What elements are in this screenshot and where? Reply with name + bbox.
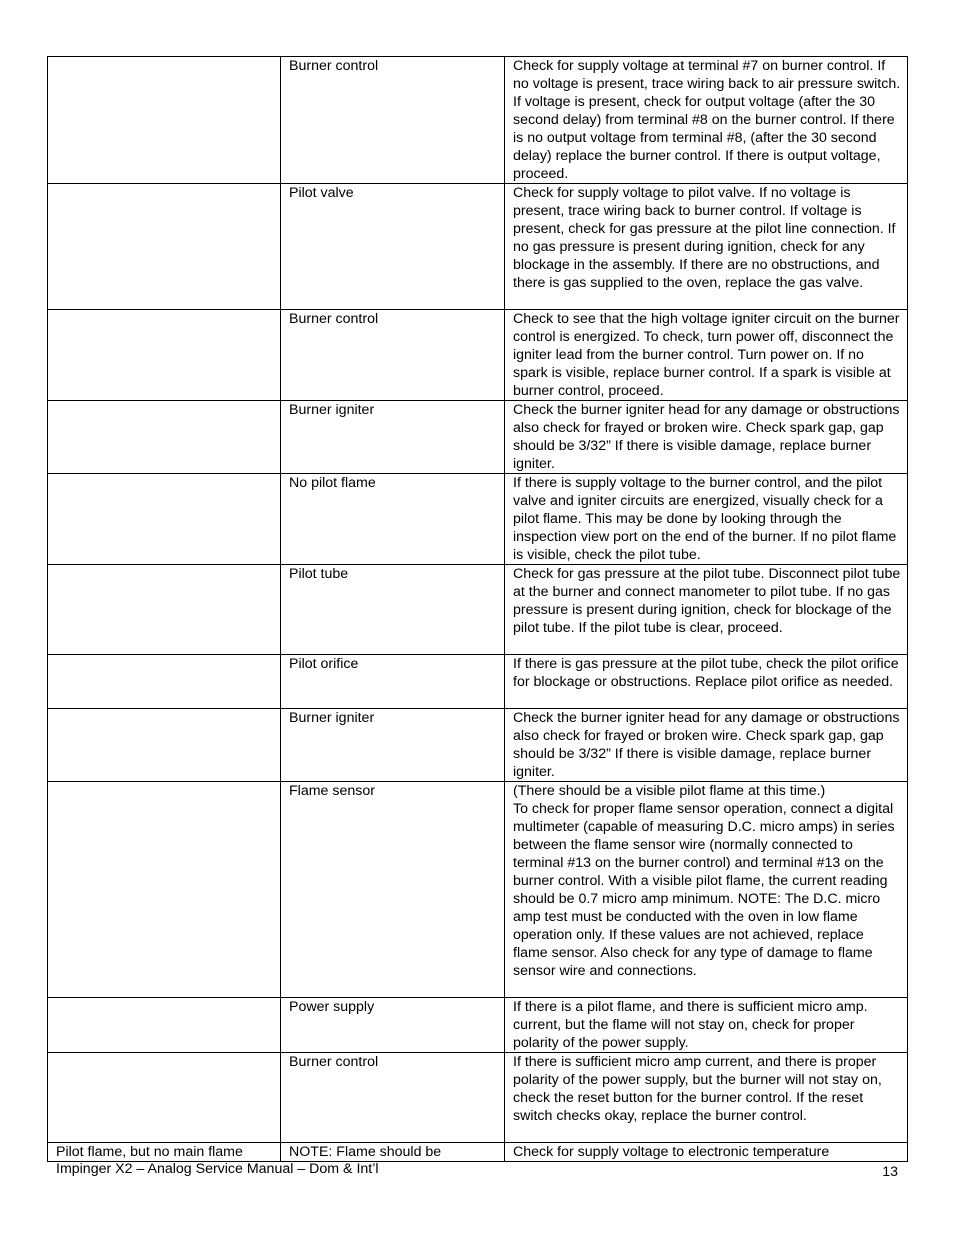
action-cell: If there is supply voltage to the burner control, and the pilot valve and igniter circuits are energized, visually check for a pilot flame. This may be done by looking through the inspection view port on the end of the burner. If no pilot flame is visible, check the pilot tube. [505,474,908,565]
component-cell: Burner control [281,57,505,184]
table-row [48,310,908,401]
table-row [48,184,908,310]
component-cell: Power supply [281,998,505,1053]
action-cell: Check the burner igniter head for any damage or obstructions also check for frayed or broken wire. Check spark gap, gap should be 3/32” If there is visible damage, replace burner igniter. [505,401,908,474]
component-cell: NOTE: Flame should be [281,1143,505,1162]
symptom-cell [48,782,281,998]
action-cell: If there is sufficient micro amp current, and there is proper polarity of the power supply, but the burner will not stay on, check the reset button for the burner control. If the reset switch checks okay, replace the burner control. [505,1053,908,1143]
table-row [48,998,908,1053]
symptom-cell [48,998,281,1053]
symptom-cell [48,655,281,709]
table-row [48,1143,908,1162]
table-row [48,401,908,474]
component-cell: Burner igniter [281,709,505,782]
action-cell: If there is a pilot flame, and there is sufficient micro amp. current, but the flame will not stay on, check for proper polarity of the power supply. [505,998,908,1053]
footer-title: Impinger X2 – Analog Service Manual – Dom & Int’l [56,1161,379,1177]
table-row [48,57,908,184]
component-cell: Burner control [281,310,505,401]
component-cell: Pilot valve [281,184,505,310]
symptom-cell [48,310,281,401]
component-cell: Pilot orifice [281,655,505,709]
action-cell: (There should be a visible pilot flame at this time.) To check for proper flame sensor operation, connect a digital multimeter (capable of measuring D.C. micro amps) in series between the flame sensor wire (normally connected to terminal #13 on the burner control) and terminal #13 on the burner control. With a visible pilot flame, the current reading should be 0.7 micro amp minimum. NOTE: The D.C. micro amp test must be conducted with the oven in low flame operation only. If these values are not achieved, replace flame sensor. Also check for any type of damage to flame sensor wire and connections. [505,782,908,998]
troubleshooting-table [47,56,908,1162]
component-cell: Pilot tube [281,565,505,655]
action-cell: Check to see that the high voltage igniter circuit on the burner control is energized. To check, turn power off, disconnect the igniter lead from the burner control. Turn power on. If no spark is visible, replace burner control. If a spark is visible at burner control, proceed. [505,310,908,401]
symptom-cell [48,474,281,565]
action-cell: Check for gas pressure at the pilot tube. Disconnect pilot tube at the burner and connect manometer to pilot tube. If no gas pressure is present during ignition, check for blockage of the pilot tube. If the pilot tube is clear, proceed. [505,565,908,655]
symptom-cell [48,709,281,782]
symptom-cell [48,401,281,474]
table-row [48,1053,908,1143]
symptom-cell: Pilot flame, but no main flame [48,1143,281,1162]
table-row [48,782,908,998]
action-cell: Check the burner igniter head for any damage or obstructions also check for frayed or broken wire. Check spark gap, gap should be 3/32” If there is visible damage, replace burner igniter. [505,709,908,782]
symptom-cell [48,1053,281,1143]
page-footer [56,1160,898,1181]
table-row [48,709,908,782]
table-row [48,565,908,655]
action-cell: Check for supply voltage at terminal #7 on burner control. If no voltage is present, trace wiring back to air pressure switch. If voltage is present, check for output voltage (after the 30 second delay) from terminal #8 on the burner control. If there is no output voltage from terminal #8, (after the 30 second delay) replace the burner control. If there is output voltage, proceed. [505,57,908,184]
symptom-cell [48,57,281,184]
page-number: 13 [882,1164,898,1180]
component-cell: Burner control [281,1053,505,1143]
action-cell: If there is gas pressure at the pilot tube, check the pilot orifice for blockage or obstructions. Replace pilot orifice as needed. [505,655,908,709]
component-cell: No pilot flame [281,474,505,565]
table-row [48,655,908,709]
symptom-cell [48,184,281,310]
component-cell: Burner igniter [281,401,505,474]
symptom-cell [48,565,281,655]
table-row [48,474,908,565]
action-cell: Check for supply voltage to electronic temperature [505,1143,908,1162]
action-cell: Check for supply voltage to pilot valve. If no voltage is present, trace wiring back to burner control. If voltage is present, check for gas pressure at the pilot line connection. If no gas pressure is present during ignition, check for any blockage in the assembly. If there are no obstructions, and there is gas supplied to the oven, replace the gas valve. [505,184,908,310]
component-cell: Flame sensor [281,782,505,998]
